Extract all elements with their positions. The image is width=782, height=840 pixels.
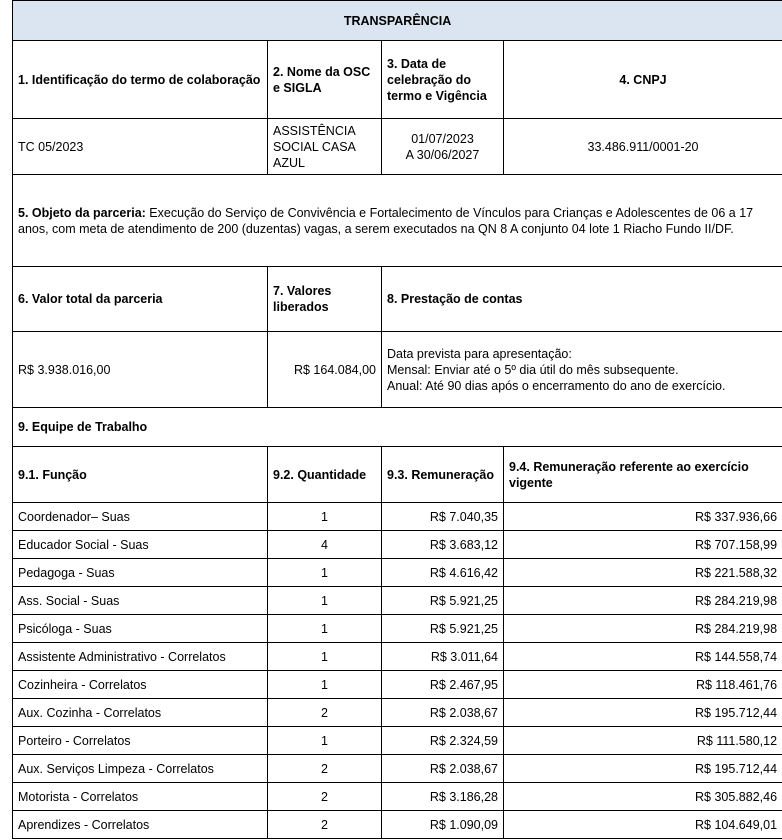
table-title: TRANSPARÊNCIA <box>13 1 782 41</box>
remuneracao-exercicio-cell: R$ 111.580,12 <box>504 727 782 755</box>
header-prestacao-contas: 8. Prestação de contas <box>382 267 782 332</box>
data-inicio: 01/07/2023 <box>411 131 474 146</box>
table-row <box>13 755 782 783</box>
remuneracao-exercicio-cell: R$ 284.219,98 <box>504 587 782 615</box>
remuneracao-exercicio-cell: R$ 221.588,32 <box>504 559 782 587</box>
header-data-celebracao: 3. Data de celebração do termo e Vigência <box>382 41 504 119</box>
remuneracao-exercicio-cell: R$ 195.712,44 <box>504 755 782 783</box>
header-remuneracao-exercicio: 9.4. Remuneração referente ao exercício vigente <box>504 447 782 503</box>
remuneracao-exercicio-cell: R$ 337.936,66 <box>504 503 782 531</box>
remuneracao-cell: R$ 5.921,25 <box>382 615 504 643</box>
remuneracao-cell: R$ 2.467,95 <box>382 671 504 699</box>
cnpj-value: 33.486.911/0001-20 <box>504 119 782 175</box>
equipe-rows <box>13 503 782 839</box>
header-identificacao: 1. Identificação do termo de colaboração <box>13 41 268 119</box>
table-row <box>13 671 782 699</box>
quantidade-cell: 1 <box>268 559 382 587</box>
prestacao-line: Anual: Até 90 dias após o encerramento do ano de exercício. <box>387 378 726 393</box>
quantidade-cell: 1 <box>268 643 382 671</box>
funcao-cell: Pedagoga - Suas <box>13 559 268 587</box>
header-remuneracao: 9.3. Remuneração <box>382 447 504 503</box>
quantidade-cell: 1 <box>268 671 382 699</box>
header-valores-liberados: 7. Valores liberados <box>268 267 382 332</box>
quantidade-cell: 1 <box>268 587 382 615</box>
quantidade-cell: 2 <box>268 783 382 811</box>
table-row <box>13 559 782 587</box>
datas-value <box>382 119 504 175</box>
funcao-cell: Coordenador– Suas <box>13 503 268 531</box>
table-row <box>13 643 782 671</box>
remuneracao-cell: R$ 2.038,67 <box>382 699 504 727</box>
data-fim: A 30/06/2027 <box>405 147 480 162</box>
header-nome-osc: 2. Nome da OSC e SIGLA <box>268 41 382 119</box>
valores-liberados-value: R$ 164.084,00 <box>268 332 382 408</box>
remuneracao-exercicio-cell: R$ 707.158,99 <box>504 531 782 559</box>
funcao-cell: Porteiro - Correlatos <box>13 727 268 755</box>
quantidade-cell: 1 <box>268 503 382 531</box>
quantidade-cell: 2 <box>268 755 382 783</box>
funcao-cell: Aux. Cozinha - Correlatos <box>13 699 268 727</box>
table-row <box>13 587 782 615</box>
prestacao-value <box>382 332 782 408</box>
funcao-cell: Educador Social - Suas <box>13 531 268 559</box>
header-valor-total: 6. Valor total da parceria <box>13 267 268 332</box>
table-row <box>13 727 782 755</box>
remuneracao-cell: R$ 2.038,67 <box>382 755 504 783</box>
remuneracao-exercicio-cell: R$ 144.558,74 <box>504 643 782 671</box>
remuneracao-cell: R$ 3.186,28 <box>382 783 504 811</box>
remuneracao-cell: R$ 7.040,35 <box>382 503 504 531</box>
funcao-cell: Motorista - Correlatos <box>13 783 268 811</box>
equipe-title: 9. Equipe de Trabalho <box>13 408 782 447</box>
table-row <box>13 615 782 643</box>
valor-total-value: R$ 3.938.016,00 <box>13 332 268 408</box>
remuneracao-cell: R$ 5.921,25 <box>382 587 504 615</box>
table-row <box>13 811 782 839</box>
objeto-parceria <box>13 175 782 267</box>
remuneracao-exercicio-cell: R$ 284.219,98 <box>504 615 782 643</box>
header-quantidade: 9.2. Quantidade <box>268 447 382 503</box>
prestacao-line: Mensal: Enviar até o 5º dia útil do mês subsequente. <box>387 362 679 377</box>
quantidade-cell: 1 <box>268 615 382 643</box>
remuneracao-exercicio-cell: R$ 195.712,44 <box>504 699 782 727</box>
funcao-cell: Assistente Administrativo - Correlatos <box>13 643 268 671</box>
funcao-cell: Psicóloga - Suas <box>13 615 268 643</box>
funcao-cell: Cozinheira - Correlatos <box>13 671 268 699</box>
remuneracao-exercicio-cell: R$ 305.882,46 <box>504 783 782 811</box>
remuneracao-exercicio-cell: R$ 104.649,01 <box>504 811 782 839</box>
remuneracao-cell: R$ 2.324,59 <box>382 727 504 755</box>
quantidade-cell: 4 <box>268 531 382 559</box>
table-row <box>13 699 782 727</box>
table-row <box>13 783 782 811</box>
termo-value: TC 05/2023 <box>13 119 268 175</box>
header-cnpj: 4. CNPJ <box>504 41 782 119</box>
remuneracao-exercicio-cell: R$ 118.461,76 <box>504 671 782 699</box>
funcao-cell: Aux. Serviços Limpeza - Correlatos <box>13 755 268 783</box>
objeto-text: Execução do Serviço de Convivência e Fortalecimento de Vínculos para Crianças e Adolescentes de 06 a 17 anos, com meta de atendimento de 200 (duzentas) vagas, a serem executados na QN 8 A conjunto 04 lote 1 Riacho Fundo II/DF. <box>18 205 754 236</box>
remuneracao-cell: R$ 4.616,42 <box>382 559 504 587</box>
transparency-table <box>12 0 782 839</box>
quantidade-cell: 2 <box>268 699 382 727</box>
funcao-cell: Aprendizes - Correlatos <box>13 811 268 839</box>
remuneracao-cell: R$ 3.011,64 <box>382 643 504 671</box>
table-row <box>13 531 782 559</box>
header-funcao: 9.1. Função <box>13 447 268 503</box>
osc-value: ASSISTÊNCIA SOCIAL CASA AZUL <box>268 119 382 175</box>
table-row <box>13 503 782 531</box>
quantidade-cell: 2 <box>268 811 382 839</box>
remuneracao-cell: R$ 3.683,12 <box>382 531 504 559</box>
prestacao-line: Data prevista para apresentação: <box>387 346 572 361</box>
quantidade-cell: 1 <box>268 727 382 755</box>
objeto-label: 5. Objeto da parceria: <box>18 205 146 220</box>
remuneracao-cell: R$ 1.090,09 <box>382 811 504 839</box>
funcao-cell: Ass. Social - Suas <box>13 587 268 615</box>
